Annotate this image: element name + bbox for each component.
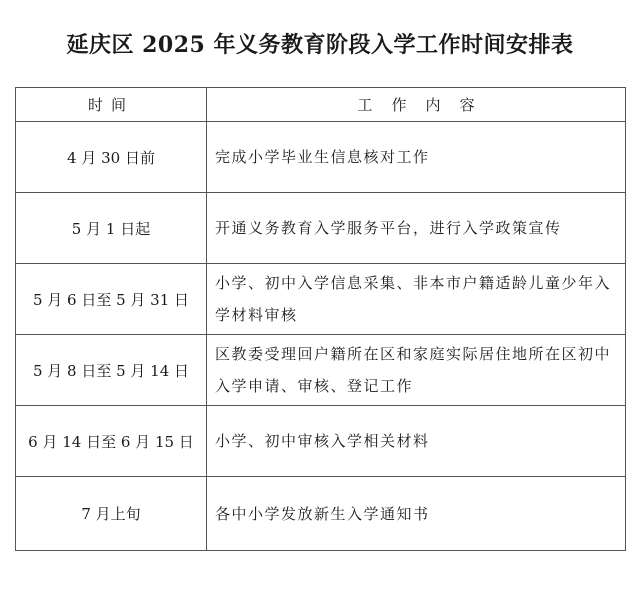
table-row (16, 335, 626, 406)
row-content: 小学、初中入学信息采集、非本市户籍适龄儿童少年入学材料审核 (207, 264, 626, 335)
document-title: 延庆区 2025 年义务教育阶段入学工作时间安排表 (66, 32, 574, 58)
row-time: 5 月 8 日至 5 月 14 日 (16, 335, 207, 406)
schedule-table (15, 87, 626, 551)
row-time: 5 月 1 日起 (16, 193, 207, 264)
row-content: 开通义务教育入学服务平台，进行入学政策宣传 (207, 193, 626, 264)
row-content: 完成小学毕业生信息核对工作 (207, 122, 626, 193)
header-content: 工 作 内 容 (207, 88, 626, 122)
table-header-row (16, 88, 626, 122)
row-content: 区教委受理回户籍所在区和家庭实际居住地所在区初中入学申请、审核、登记工作 (207, 335, 626, 406)
table-row (16, 406, 626, 477)
header-time: 时间 (16, 88, 207, 122)
row-content: 小学、初中审核入学相关材料 (207, 406, 626, 477)
row-time: 6 月 14 日至 6 月 15 日 (16, 406, 207, 477)
table-row (16, 193, 626, 264)
row-time: 7 月上旬 (16, 477, 207, 551)
row-content: 各中小学发放新生入学通知书 (207, 477, 626, 551)
row-time: 4 月 30 日前 (16, 122, 207, 193)
table-row (16, 477, 626, 551)
table-row (16, 122, 626, 193)
row-time: 5 月 6 日至 5 月 31 日 (16, 264, 207, 335)
table-row (16, 264, 626, 335)
